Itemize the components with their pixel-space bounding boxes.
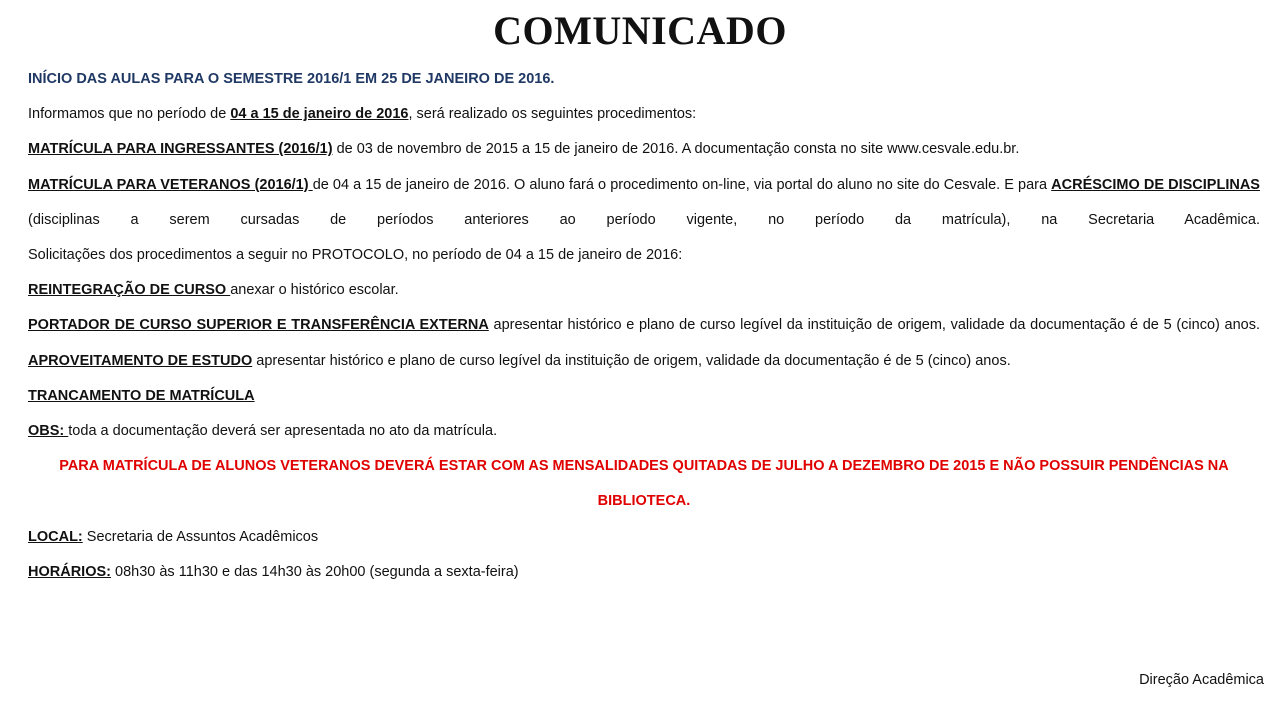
portador-paragraph <box>28 308 1260 343</box>
veteranos-warning: PARA MATRÍCULA DE ALUNOS VETERANOS DEVERÁ ESTAR COM AS MENSALIDADES QUITADAS DE JULHO A DEZEMBRO DE 2015 E NÃO POSSUIR PENDÊNCIAS NA BIBLIOTECA. <box>59 458 1229 510</box>
intro-period: 04 a 15 de janeiro de 2016 <box>230 106 409 123</box>
ingressantes-label: MATRÍCULA PARA INGRESSANTES (2016/1) <box>28 141 333 158</box>
obs-label: OBS: <box>28 423 69 440</box>
reintegracao-text: anexar o histórico escolar. <box>230 282 399 299</box>
aproveitamento-paragraph <box>28 344 1260 379</box>
acrescimo-label: ACRÉSCIMO DE DISCIPLINAS <box>1051 176 1260 193</box>
signature: Direção Acadêmica <box>1139 672 1264 688</box>
local-paragraph <box>28 520 1260 555</box>
page-title: COMUNICADO <box>493 8 787 53</box>
local-label: LOCAL: <box>28 528 83 545</box>
intro-after: , será realizado os seguintes procedimentos: <box>408 106 697 123</box>
horarios-text: 08h30 às 11h30 e das 14h30 às 20h00 (segunda a sexta-feira) <box>110 563 519 580</box>
acrescimo-text: (disciplinas a serem cursadas de períodos anteriores ao período vigente, no período da matrícula), na Secretaria Acadêmica. <box>28 211 1260 228</box>
local-text: Secretaria de Assuntos Acadêmicos <box>82 528 319 545</box>
announcement-body <box>28 62 1260 590</box>
horarios-label: HORÁRIOS: <box>28 563 111 580</box>
reintegracao-paragraph <box>28 273 1260 308</box>
aproveitamento-label: APROVEITAMENTO DE ESTUDO <box>28 352 253 369</box>
veteranos-paragraph <box>28 168 1260 238</box>
horarios-paragraph <box>28 555 1260 590</box>
intro-paragraph <box>28 97 1260 132</box>
reintegracao-label: REINTEGRAÇÃO DE CURSO <box>28 282 231 299</box>
ingressantes-paragraph <box>28 132 1260 167</box>
portador-text: apresentar histórico e plano de curso legível da instituição de origem, validade da documentação é de 5 (cinco) anos. <box>488 317 1261 334</box>
veteranos-label: MATRÍCULA PARA VETERANOS (2016/1) <box>28 176 313 193</box>
veteranos-text: de 04 a 15 de janeiro de 2016. O aluno fará o procedimento on-line, via portal do aluno no site do Cesvale. E para <box>312 176 1052 193</box>
obs-text: toda a documentação deverá ser apresentada no ato da matrícula. <box>68 423 498 440</box>
trancamento-label: TRANCAMENTO DE MATRÍCULA <box>28 387 255 404</box>
trancamento-paragraph <box>28 379 1260 414</box>
start-date-line: INÍCIO DAS AULAS PARA O SEMESTRE 2016/1 EM 25 DE JANEIRO DE 2016. <box>28 71 555 87</box>
portador-label: PORTADOR DE CURSO SUPERIOR E TRANSFERÊNCIA EXTERNA <box>28 317 489 334</box>
ingressantes-text: de 03 de novembro de 2015 a 15 de janeiro de 2016. A documentação consta no site www.cesvale.edu.br. <box>332 141 1020 158</box>
aproveitamento-text: apresentar histórico e plano de curso legível da instituição de origem, validade da documentação é de 5 (cinco) anos. <box>252 352 1011 369</box>
solicitacoes-paragraph: Solicitações dos procedimentos a seguir no PROTOCOLO, no período de 04 a 15 de janeiro de 2016: <box>28 247 683 264</box>
obs-paragraph <box>28 414 1260 449</box>
intro-before: Informamos que no período de <box>28 106 231 123</box>
